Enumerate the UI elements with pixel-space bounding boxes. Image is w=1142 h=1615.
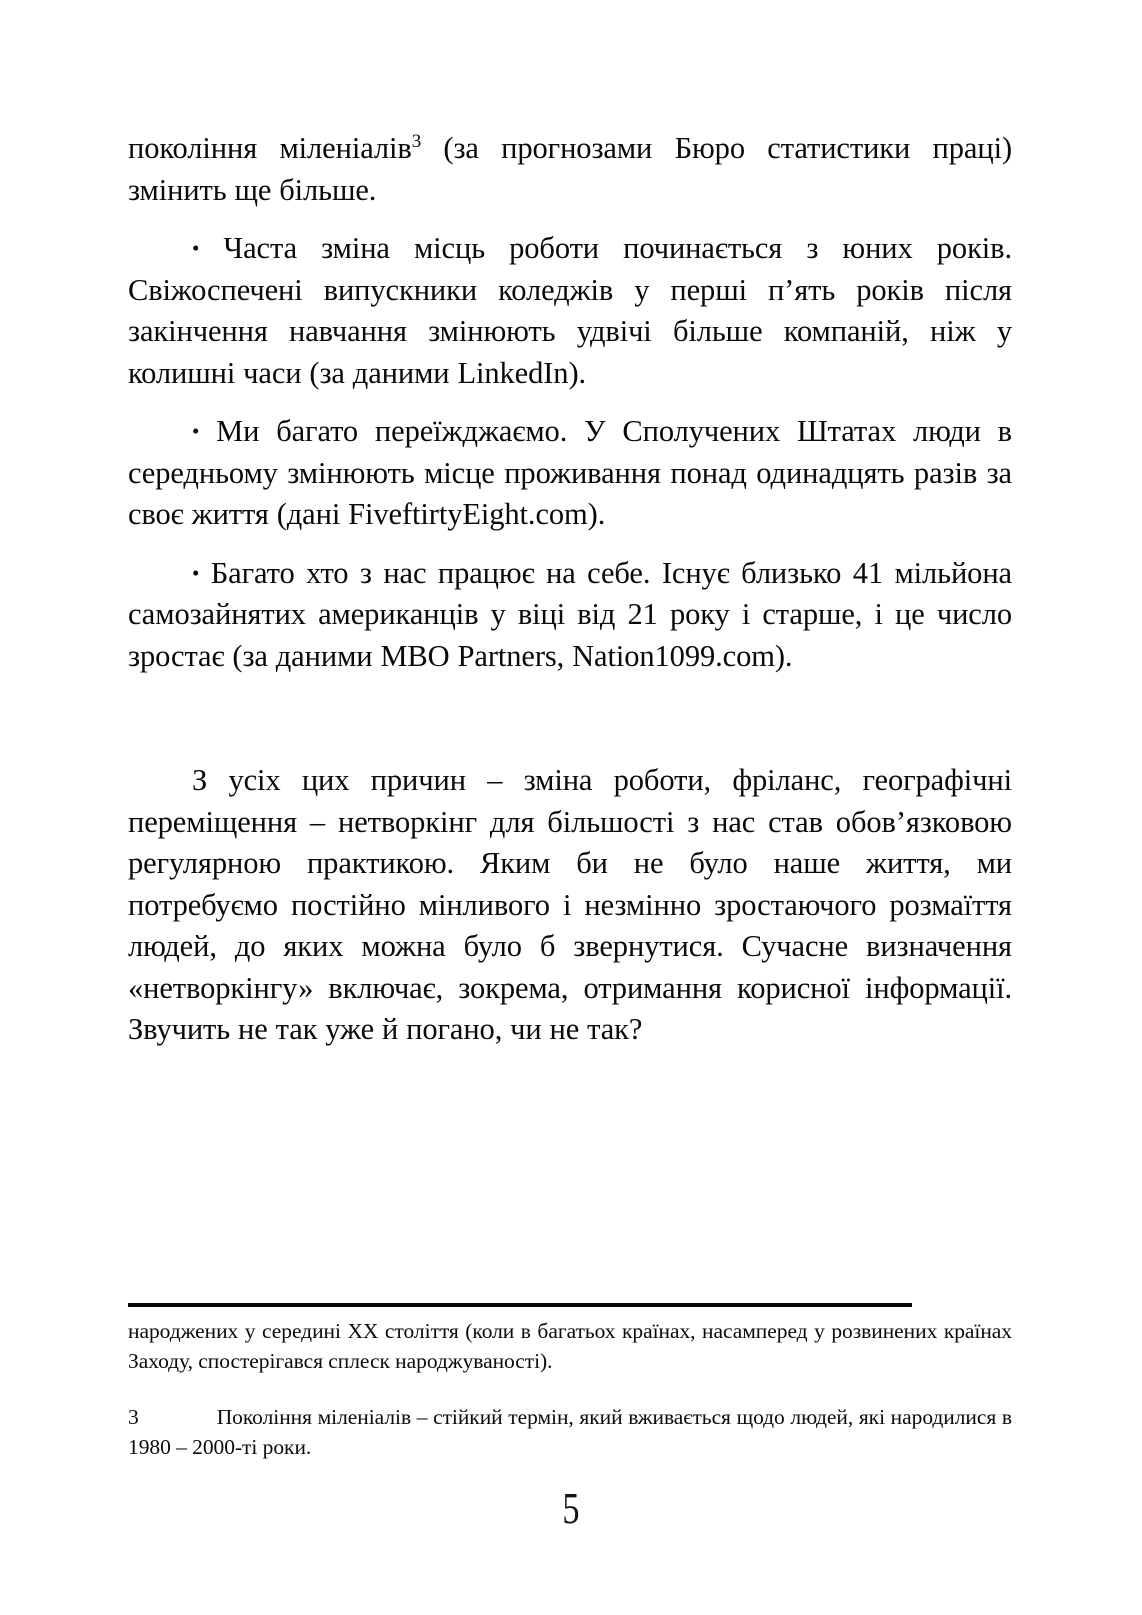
closing-paragraph: З усіх цих причин – зміна роботи, фріланс, географічні переміщення – нетворкінг для більшості з нас став обов’язковою регулярною практикою. Яким би не було наше життя, ми потребуємо постійно мінливого і незмінно зростаючого розмаїття людей, до яких можна було б звернутися. Сучасне визначення «нетворкінгу» включає, зокрема, отримання корисної інформації. Звучить не так уже й погано, чи не так?: [128, 763, 1012, 1046]
bullet-paragraph-1-text: Часта зміна місць роботи починається з юних років. Свіжоспечені випускники коледжів у перші п’ять років після закінчення навчання змінюють удвічі більше компаній, ніж у колишні часи (за даними LinkedIn).: [128, 231, 1012, 390]
bullet-paragraph-2: [128, 411, 1012, 536]
main-text-column: [128, 128, 1012, 1051]
paragraph-text-before-note: покоління міленіалів: [128, 131, 412, 165]
paragraph-continuation: [128, 128, 1012, 211]
bullet-marker-icon: •: [192, 560, 200, 585]
footnote-entry-3: [128, 1402, 1012, 1462]
footnote-reference-3[interactable]: 3: [411, 130, 422, 152]
footnote-entry-3-text: Покоління міленіалів – стійкий термін, який вживається щодо людей, які народилися в 1980 – 2000-ті роки.: [128, 1405, 1012, 1459]
bullet-paragraph-3: [128, 553, 1012, 678]
footnote-separator-rule: [128, 1303, 912, 1307]
footnote-area: [128, 1303, 1012, 1462]
page-number: 5: [562, 1484, 580, 1533]
footnote-number-3: 3: [128, 1405, 139, 1429]
bullet-paragraph-3-text: Багато хто з нас працює на себе. Існує близько 41 мільйона самозайнятих американців у віці від 21 року і старше, і це число зростає (за даними MBO Partners, Nation1099.com).: [128, 555, 1012, 673]
bullet-paragraph-1: [128, 228, 1012, 394]
footnote-continuation-text: народжених у середині XX століття (коли в багатьох країнах, насамперед у розвинених країнах Заходу, спостерігався сплеск народжуваності).: [128, 1319, 1012, 1373]
bullet-marker-icon: •: [192, 236, 200, 260]
bullet-marker-icon: •: [192, 419, 200, 443]
paragraph-text-after-note: (за прогнозами Бюро статистики праці) змінить ще більше.: [128, 131, 1013, 207]
bullet-paragraph-2-text: Ми багато переїжджаємо. У Сполучених Штатах люди в середньому змінюють місце проживання понад одинадцять разів за своє життя (дані FiveftirtyEight.com).: [128, 414, 1012, 531]
